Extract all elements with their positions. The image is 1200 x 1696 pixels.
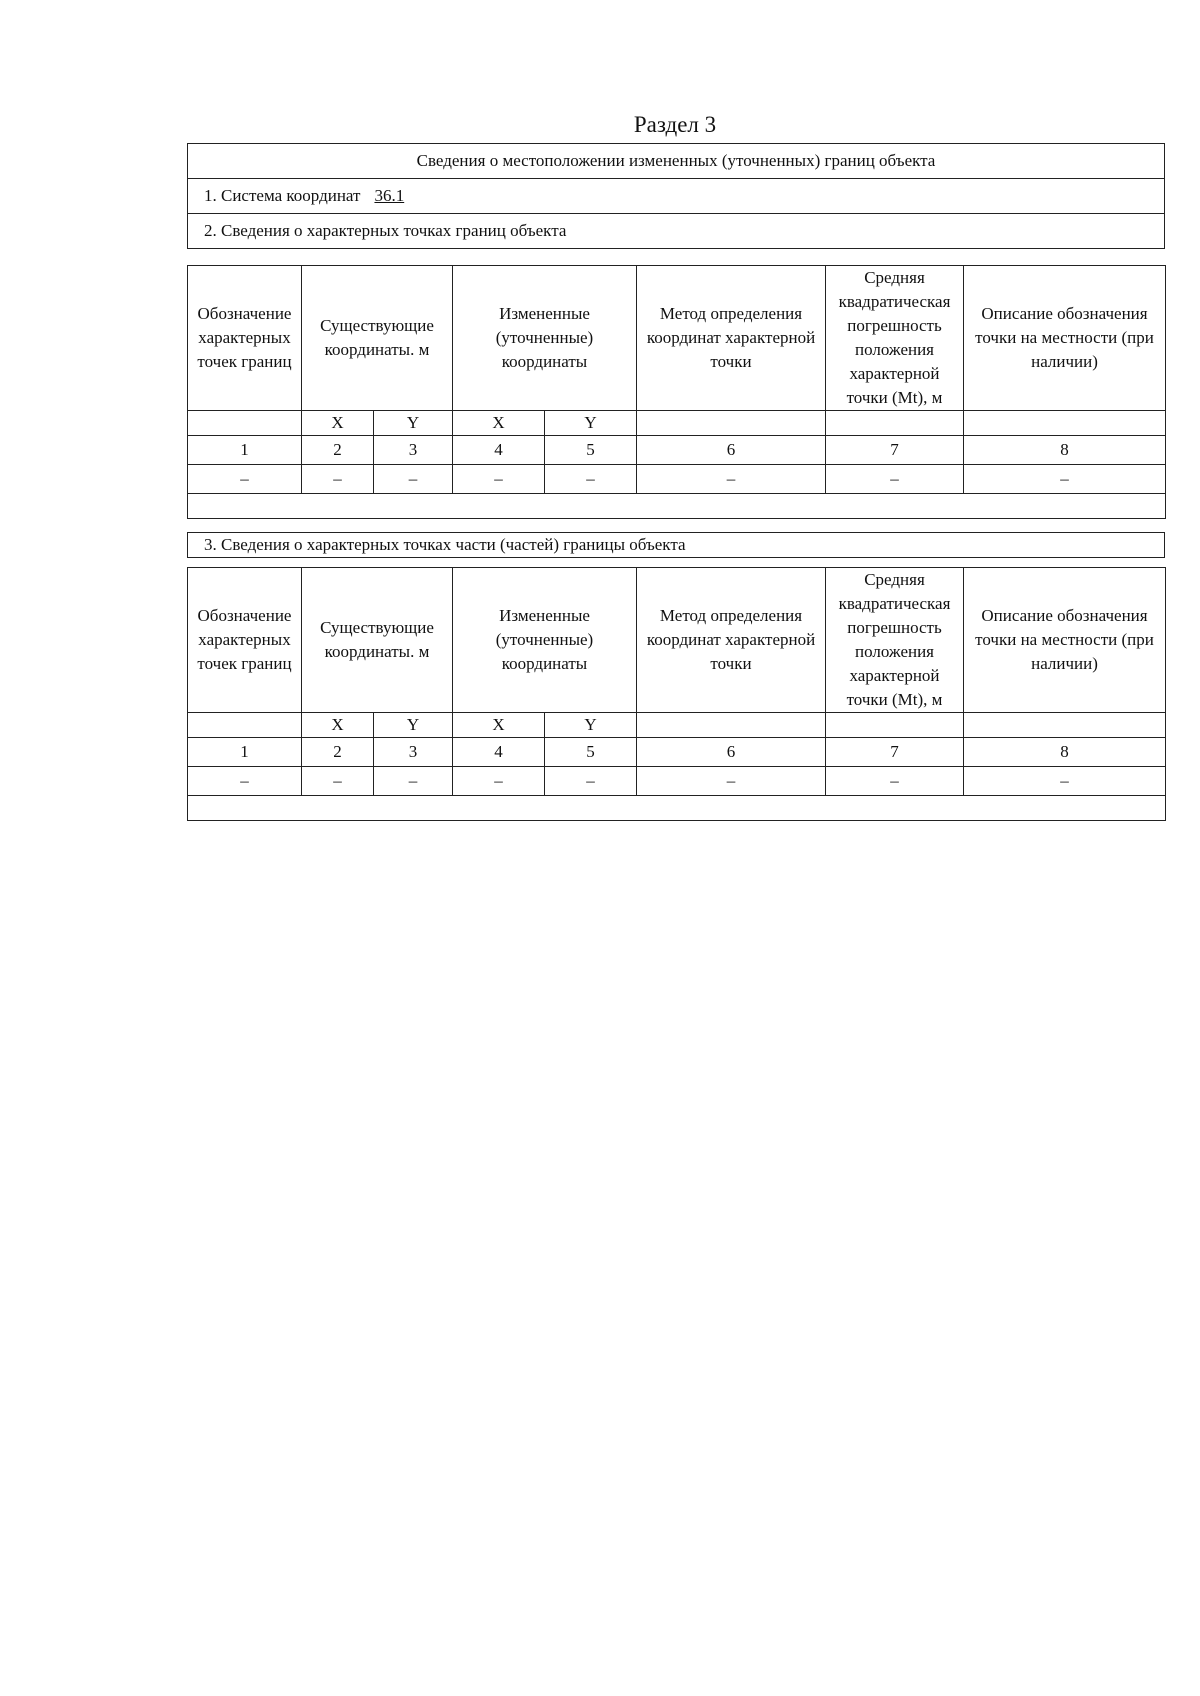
existing-y-header: Y [374, 411, 453, 436]
table-cell: – [826, 465, 964, 494]
table-cell: – [545, 767, 637, 796]
points-heading: 2. Сведения о характерных точках границ объекта [188, 214, 1165, 249]
part-boundary-points-table [187, 567, 1166, 821]
column-number: 3 [374, 436, 453, 465]
column-number: 8 [964, 436, 1166, 465]
col-existing-header: Существующие координаты. м [302, 568, 453, 713]
table-row [188, 465, 1166, 494]
col-existing-header: Существующие координаты. м [302, 266, 453, 411]
part-heading-box [187, 532, 1165, 558]
table-cell: – [188, 767, 302, 796]
section-title: Раздел 3 [633, 112, 717, 137]
column-number: 6 [637, 436, 826, 465]
col-changed-header: Измененные (уточненные) координаты [453, 568, 637, 713]
changed-x-header: X [453, 713, 545, 738]
table-cell: – [637, 767, 826, 796]
column-number: 3 [374, 738, 453, 767]
column-number: 5 [545, 738, 637, 767]
xy-empty-cell [188, 713, 302, 738]
col-method-header: Метод определения координат характерной точки [637, 568, 826, 713]
table-cell: – [453, 767, 545, 796]
table-row [188, 767, 1166, 796]
col-description-header: Описание обозначения точки на местности (при наличии) [964, 266, 1166, 411]
info-heading: Сведения о местоположении измененных (уточненных) границ объекта [188, 144, 1165, 179]
column-number: 4 [453, 436, 545, 465]
col-method-header: Метод определения координат характерной точки [637, 266, 826, 411]
table-cell: – [453, 465, 545, 494]
xy-empty-cell [964, 411, 1166, 436]
changed-y-header: Y [545, 411, 637, 436]
table-cell: – [302, 465, 374, 494]
column-number: 5 [545, 436, 637, 465]
xy-empty-cell [826, 411, 964, 436]
table-cell: – [545, 465, 637, 494]
column-number: 6 [637, 738, 826, 767]
col-error-header: Средняя квадратическая погрешность положения характерной точки (Mt), м [826, 568, 964, 713]
table-cell: – [374, 767, 453, 796]
existing-x-header: X [302, 411, 374, 436]
xy-empty-cell [637, 411, 826, 436]
column-number: 1 [188, 738, 302, 767]
xy-empty-cell [826, 713, 964, 738]
table-cell: – [637, 465, 826, 494]
part-heading: 3. Сведения о характерных точках части (частей) границы объекта [188, 533, 1165, 558]
column-number: 1 [188, 436, 302, 465]
table-cell: – [964, 767, 1166, 796]
xy-empty-cell [188, 411, 302, 436]
column-number: 7 [826, 738, 964, 767]
column-number: 7 [826, 436, 964, 465]
existing-x-header: X [302, 713, 374, 738]
changed-y-header: Y [545, 713, 637, 738]
column-number: 2 [302, 436, 374, 465]
changed-x-header: X [453, 411, 545, 436]
col-designation-header: Обозначение характерных точек границ [188, 568, 302, 713]
empty-footer-row [188, 796, 1166, 821]
boundary-points-table [187, 265, 1166, 519]
coord-system-row [188, 179, 1165, 214]
table-cell: – [826, 767, 964, 796]
xy-empty-cell [637, 713, 826, 738]
table-cell: – [374, 465, 453, 494]
table-cell: – [302, 767, 374, 796]
col-designation-header: Обозначение характерных точек границ [188, 266, 302, 411]
col-error-header: Средняя квадратическая погрешность положения характерной точки (Mt), м [826, 266, 964, 411]
object-boundary-info-table [187, 143, 1165, 249]
coord-system-label: 1. Система координат [204, 186, 361, 205]
xy-empty-cell [964, 713, 1166, 738]
col-changed-header: Измененные (уточненные) координаты [453, 266, 637, 411]
existing-y-header: Y [374, 713, 453, 738]
coord-system-value: 36.1 [374, 186, 405, 205]
column-number: 2 [302, 738, 374, 767]
col-description-header: Описание обозначения точки на местности (при наличии) [964, 568, 1166, 713]
column-number: 8 [964, 738, 1166, 767]
column-number: 4 [453, 738, 545, 767]
table-cell: – [964, 465, 1166, 494]
empty-footer-row [188, 494, 1166, 519]
table-cell: – [188, 465, 302, 494]
